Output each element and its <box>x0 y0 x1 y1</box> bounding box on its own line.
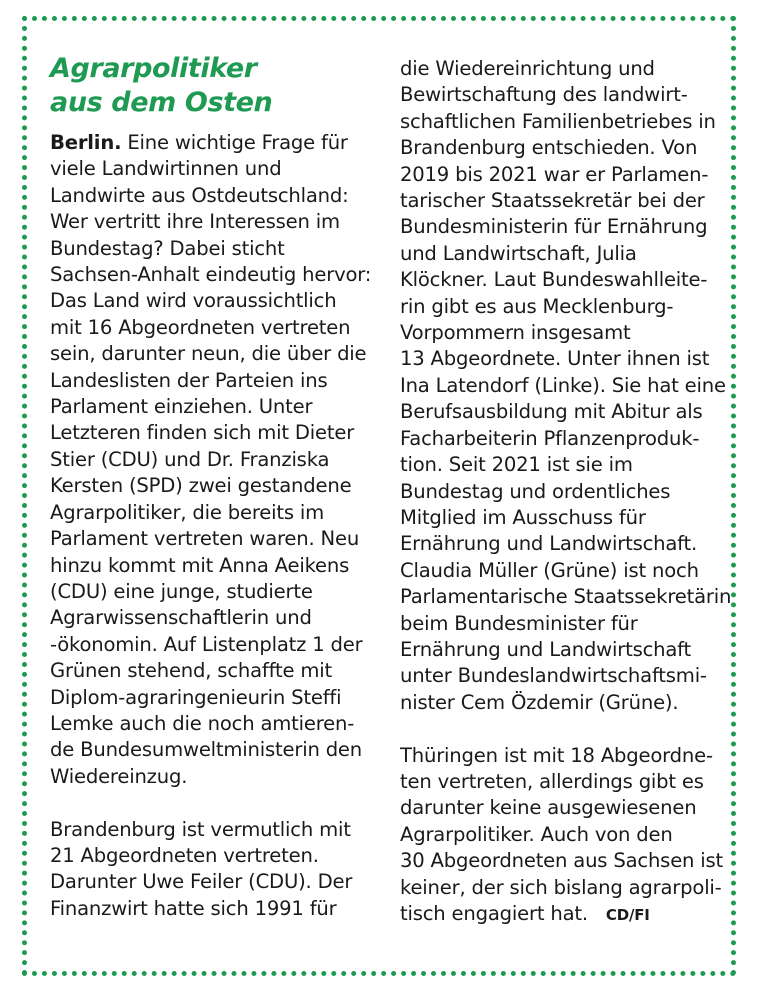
text-line: Ina Latendorf (Linke). Sie hat eine <box>400 373 726 397</box>
article-column-right <box>400 56 732 928</box>
text-line: Agrarwissenschaftlerin und <box>50 606 312 630</box>
text-line: de Bundesumweltministerin den <box>50 738 363 762</box>
text-line: Sachsen-Anhalt eindeutig hervor: <box>50 263 372 287</box>
text-line: -ökonomin. Auf Listenplatz 1 der <box>50 632 363 656</box>
text-line: Das Land wird voraussichtlich <box>50 289 337 313</box>
text-line: Bundestag und ordentliches <box>400 479 671 503</box>
text-line: viele Landwirtinnen und <box>50 157 282 181</box>
text-line: Ernährung und Landwirtschaft. <box>400 532 698 556</box>
text-line: Brandenburg ist vermutlich mit <box>50 817 351 841</box>
text-line: Agrarpolitiker, die bereits im <box>50 500 325 524</box>
text-line: Bewirtschaftung des landwirt- <box>400 83 688 107</box>
text-line: Ernährung und Landwirtschaft <box>400 637 692 661</box>
text-line: Kersten (SPD) zwei gestandene <box>50 474 352 498</box>
paragraph-gap <box>400 716 720 742</box>
text-line: Letzteren finden sich mit Dieter <box>50 421 355 445</box>
text-line-content: tisch engagiert hat. <box>400 901 588 925</box>
text-line: tarischer Staatssekretär bei der <box>400 189 705 213</box>
text-line: Landeslisten der Parteien ins <box>50 368 328 392</box>
text-line: ten vertreten, allerdings gibt es <box>400 769 704 793</box>
text-line: Lemke auch die noch amtieren- <box>50 711 355 735</box>
text-line: darunter keine ausgewiesenen <box>400 796 697 820</box>
dateline: Berlin. <box>50 131 122 154</box>
text-line: Claudia Müller (Grüne) ist noch <box>400 558 699 582</box>
text-line: Stier (CDU) und Dr. Franziska <box>50 447 330 471</box>
text-line: Wiedereinzug. <box>50 764 188 788</box>
text-line: sein, darunter neun, die über die <box>50 342 367 366</box>
text-line: Berufsausbildung mit Abitur als <box>400 400 703 424</box>
headline-line: aus dem Osten <box>50 87 273 118</box>
text-line <box>50 130 370 156</box>
text-line: (CDU) eine junge, studierte <box>50 579 313 603</box>
text-line: Agrarpolitiker. Auch von den <box>400 822 673 846</box>
text-line: schaftlichen Familienbetriebes in <box>400 109 716 133</box>
article-headline <box>50 52 370 120</box>
text-line: keiner, der sich bislang agrarpoli- <box>400 875 722 899</box>
text-line: tion. Seit 2021 ist sie im <box>400 453 633 477</box>
text-line: Bundestag? Dabei sticht <box>50 236 285 260</box>
text-line: 2019 bis 2021 war er Parlamen- <box>400 162 709 186</box>
text-line: und Landwirtschaft, Julia <box>400 241 637 265</box>
text-line: Bundesministerin für Ernährung <box>400 215 708 239</box>
text-line: Finanzwirt hatte sich 1991 für <box>50 896 337 920</box>
text-line: Landwirte aus Ostdeutschland: <box>50 183 349 207</box>
author-credit: CD/FI <box>605 905 650 924</box>
text-line: Parlament vertreten waren. Neu <box>50 527 360 551</box>
text-line: 30 Abgeordneten aus Sachsen ist <box>400 849 724 873</box>
text-line: nister Cem Özdemir (Grüne). <box>400 690 679 714</box>
text-line: beim Bundesminister für <box>400 611 638 635</box>
text-line: mit 16 Abgeordneten vertreten <box>50 315 351 339</box>
text-line: Mitglied im Ausschuss für <box>400 505 646 529</box>
text-line: Parlament einziehen. Unter <box>50 395 313 419</box>
text-line: 21 Abgeordneten vertreten. <box>50 843 319 867</box>
text-line <box>400 901 720 928</box>
article-column-left <box>50 52 370 922</box>
text-line: Diplom-agraringenieurin Steffi <box>50 685 342 709</box>
text-line: Thüringen ist mit 18 Abgeordne- <box>400 743 713 767</box>
text-line: die Wiedereinrichtung und <box>400 57 655 80</box>
text-line: Wer vertritt ihre Interessen im <box>50 210 340 234</box>
text-line: Parlamentarische Staatssekretärin <box>400 585 732 609</box>
text-line: Vorpommern insgesamt <box>400 321 631 345</box>
text-line-content: Eine wichtige Frage für <box>127 131 348 154</box>
text-line: hinzu kommt mit Anna Aeikens <box>50 553 350 577</box>
text-line: Grünen stehend, schaffte mit <box>50 659 332 683</box>
text-line: Klöckner. Laut Bundeswahlleite- <box>400 268 708 292</box>
headline-line: Agrarpolitiker <box>50 53 257 84</box>
text-line: Brandenburg entschieden. Von <box>400 136 698 160</box>
text-line: rin gibt es aus Mecklenburg- <box>400 294 674 318</box>
text-line: 13 Abgeordnete. Unter ihnen ist <box>400 347 710 371</box>
text-line: unter Bundeslandwirtschaftsmi- <box>400 664 707 688</box>
text-line: Facharbeiterin Pflanzenproduk- <box>400 426 700 450</box>
paragraph-gap <box>50 790 370 816</box>
text-line: Darunter Uwe Feiler (CDU). Der <box>50 870 353 894</box>
